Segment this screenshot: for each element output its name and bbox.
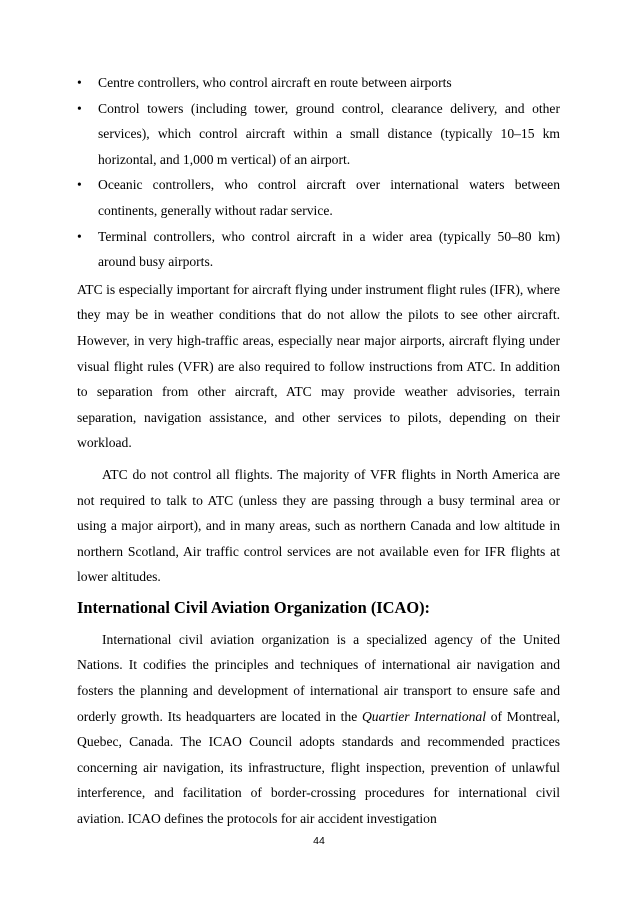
list-item-text: Control towers (including tower, ground control, clearance delivery, and other services), which control aircraft within a small distance (typically 10–15 km horizontal, and 1,000 m vertical) of an airport.: [98, 100, 560, 167]
icao-text-before: International civil aviation organization is a specialized agency of the United Nations. It codifies the principles and techniques of international air navigation and fosters the planning and development of international air transport to ensure safe and orderly growth. Its headquarters are located in the: [77, 631, 560, 724]
bullet-icon: •: [77, 228, 82, 244]
icao-text-after: of Montreal, Quebec, Canada. The ICAO Council adopts standards and recommended practices concerning air navigation, its infrastructure, flight inspection, prevention of unlawful interference, and facilitation of border-crossing procedures for international civil aviation. ICAO defines the protocols for air accident investigation: [77, 708, 560, 827]
list-item: [77, 224, 560, 275]
bullet-icon: •: [77, 100, 82, 116]
list-item-text: Terminal controllers, who control aircraft in a wider area (typically 50–80 km) around busy airports.: [98, 228, 560, 270]
list-item-text: Centre controllers, who control aircraft en route between airports: [98, 75, 452, 90]
paragraph-icao: [77, 627, 560, 832]
bullet-icon: •: [77, 75, 82, 90]
paragraph-atc-importance: ATC is especially important for aircraft flying under instrument flight rules (IFR), where they may be in weather conditions that do not allow the pilots to see other aircraft. However, in very high-traffic areas, especially near major airports, aircraft flying under visual flight rules (VFR) are also required to follow instructions from ATC. In addition to separation from other aircraft, ATC may provide weather advisories, terrain separation, navigation assistance, and other services to pilots, depending on their workload.: [77, 281, 560, 451]
paragraph-atc-not-all: ATC do not control all flights. The majority of VFR flights in North America are not required to talk to ATC (unless they are passing through a busy terminal area or using a major airport), and in many areas, such as northern Canada and low altitude in northern Scotland, Air traffic control services are not available even for IFR flights at lower altitudes.: [77, 466, 560, 585]
bullet-icon: •: [77, 177, 82, 193]
list-item-text: Oceanic controllers, who control aircraft over international waters between continents, generally without radar service.: [98, 177, 560, 218]
list-item: [77, 172, 560, 223]
page-content: [77, 70, 560, 832]
page-number: 44: [313, 835, 325, 847]
list-item: [77, 96, 560, 173]
icao-text-italic: Quartier International: [361, 708, 487, 724]
controller-types-list: [77, 70, 560, 275]
section-heading: International Civil Aviation Organization (ICAO):: [77, 597, 431, 617]
list-item: [77, 70, 560, 96]
